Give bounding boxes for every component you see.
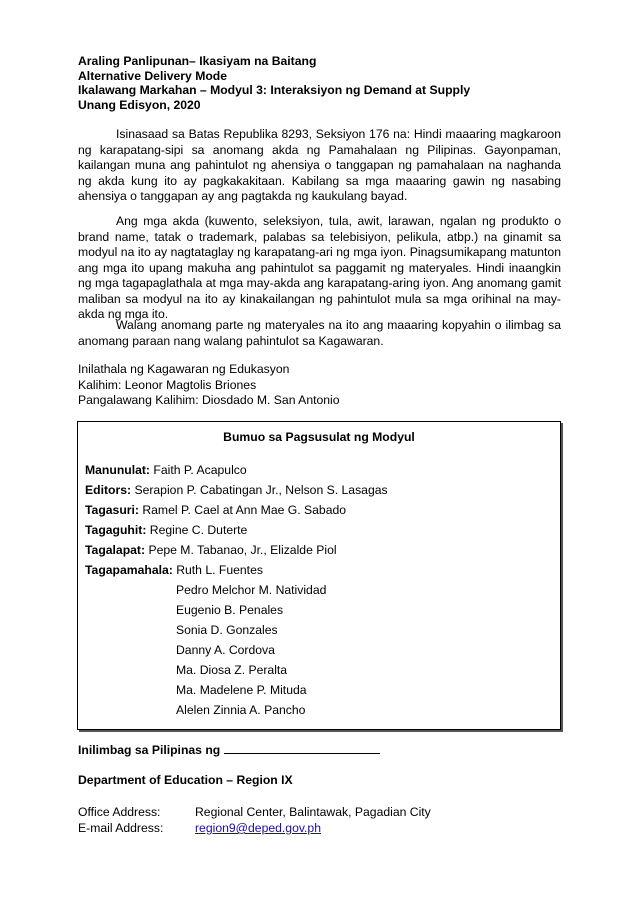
- credit-value: Serapion P. Cabatingan Jr., Nelson S. Lasagas: [134, 483, 388, 497]
- management-team-list: [176, 580, 388, 720]
- publisher-line: Inilathala ng Kagawaran ng Edukasyon: [78, 362, 290, 376]
- credit-row-reviewers: [85, 500, 388, 520]
- manager-name: Pedro Melchor M. Natividad: [176, 583, 327, 597]
- credit-value: Pepe M. Tabanao, Jr., Elizalde Piol: [148, 543, 337, 557]
- credit-value: Ruth L. Fuentes: [176, 563, 263, 577]
- email-label: E-mail Address:: [78, 821, 164, 835]
- document-header: [78, 54, 578, 112]
- credit-label: Tagaguhit:: [85, 523, 147, 537]
- printed-in-label: Inilimbag sa Pilipinas ng: [78, 743, 221, 757]
- manager-name: Ma. Diosa Z. Peralta: [176, 663, 288, 677]
- credit-row-illustrator: [85, 520, 388, 540]
- manager-name: Ma. Madelene P. Mituda: [176, 683, 307, 697]
- region-heading: Department of Education – Region IX: [78, 773, 293, 787]
- office-address-label: Office Address:: [78, 805, 161, 819]
- printed-in-line: [78, 741, 380, 757]
- copyright-paragraph-3: [78, 318, 561, 349]
- edition: Unang Edisyon, 2020: [78, 97, 201, 112]
- credit-value: Faith P. Acapulco: [153, 463, 247, 477]
- copyright-paragraph-1: [78, 127, 561, 205]
- printer-blank-line: [224, 741, 380, 754]
- paragraph-text: Walang anomang parte ng materyales na ito ang maaaring kopyahin o ilimbag sa anomang paraan nang walang pahintulot sa Kagawaran.: [78, 318, 561, 348]
- office-address-value: Regional Center, Balintawak, Pagadian City: [195, 805, 431, 819]
- manager-name: Eugenio B. Penales: [176, 603, 284, 617]
- email-row: [78, 820, 431, 836]
- secretary-line: Kalihim: Leonor Magtolis Briones: [78, 377, 257, 392]
- undersecretary-line: Pangalawang Kalihim: Diosdado M. San Antonio: [78, 393, 340, 407]
- module-title: Ikalawang Markahan – Modyul 3: Interaksiyon ng Demand at Supply: [78, 83, 471, 97]
- office-address-row: [78, 804, 431, 820]
- publisher-info: [78, 362, 340, 409]
- paragraph-text: Isinasaad sa Batas Republika 8293, Seksiyon 176 na: Hindi maaaring magkaroon ng karapatang-sipi sa anomang akda ng Pamahalaan ng Pilipinas. Gayonpaman, kailangan muna ang pahintulot ng ahensiya o tanggapan ng pamahalaan na naghanda ng akda kung ito ay pagkakakitaan. Kabilang sa mga maaaring gawin ng nasabing ahensiya o tanggapan ay ang pagtakda ng kaukulang bayad.: [78, 127, 561, 203]
- credit-value: Regine C. Duterte: [149, 523, 248, 537]
- credit-label: Manunulat:: [85, 463, 150, 477]
- paragraph-text: Ang mga akda (kuwento, seleksiyon, tula, awit, larawan, ngalan ng produkto o brand name, tatak o trademark, palabas sa telebisiyon, pelikula, atbp.) na ginamit sa modyul na ito ay nagtataglay ng karapatang-ari ng mga iyon. Pinagsumikapang matunton ang mga ito upang makuha ang pahintulot sa paggamit ng materyales. Hindi inaangkin ng mga tagapaglathala at mga may-akda ang karapatang-aring iyon. Ang anomang gamit maliban sa modyul na ito ay kinakailangan ng pahintulot mula sa mga orihinal na may-akda ng mga ito.: [78, 214, 561, 321]
- manager-name: Danny A. Cordova: [176, 643, 275, 657]
- credits-title: Bumuo sa Pagsusulat ng Modyul: [223, 430, 415, 444]
- credits-list: [85, 460, 388, 720]
- credit-label: Tagasuri:: [85, 503, 139, 517]
- credit-row-management: [85, 560, 388, 580]
- credit-value: Ramel P. Cael at Ann Mae G. Sabado: [142, 503, 347, 517]
- credit-label: Tagapamahala:: [85, 563, 173, 577]
- subject-title: Araling Panlipunan– Ikasiyam na Baitang: [78, 54, 317, 68]
- manager-name: Alelen Zinnia A. Pancho: [176, 703, 306, 717]
- credit-row-writer: [85, 460, 388, 480]
- credits-box: [77, 421, 561, 730]
- contact-info: [78, 804, 431, 836]
- credit-label: Editors:: [85, 483, 132, 497]
- delivery-mode: Alternative Delivery Mode: [78, 68, 228, 83]
- credit-label: Tagalapat:: [85, 543, 146, 557]
- manager-name: Sonia D. Gonzales: [176, 623, 278, 637]
- credit-row-editors: [85, 480, 388, 500]
- credit-row-layout: [85, 540, 388, 560]
- copyright-paragraph-2: [78, 214, 561, 323]
- email-link[interactable]: region9@deped.gov.ph: [195, 821, 321, 835]
